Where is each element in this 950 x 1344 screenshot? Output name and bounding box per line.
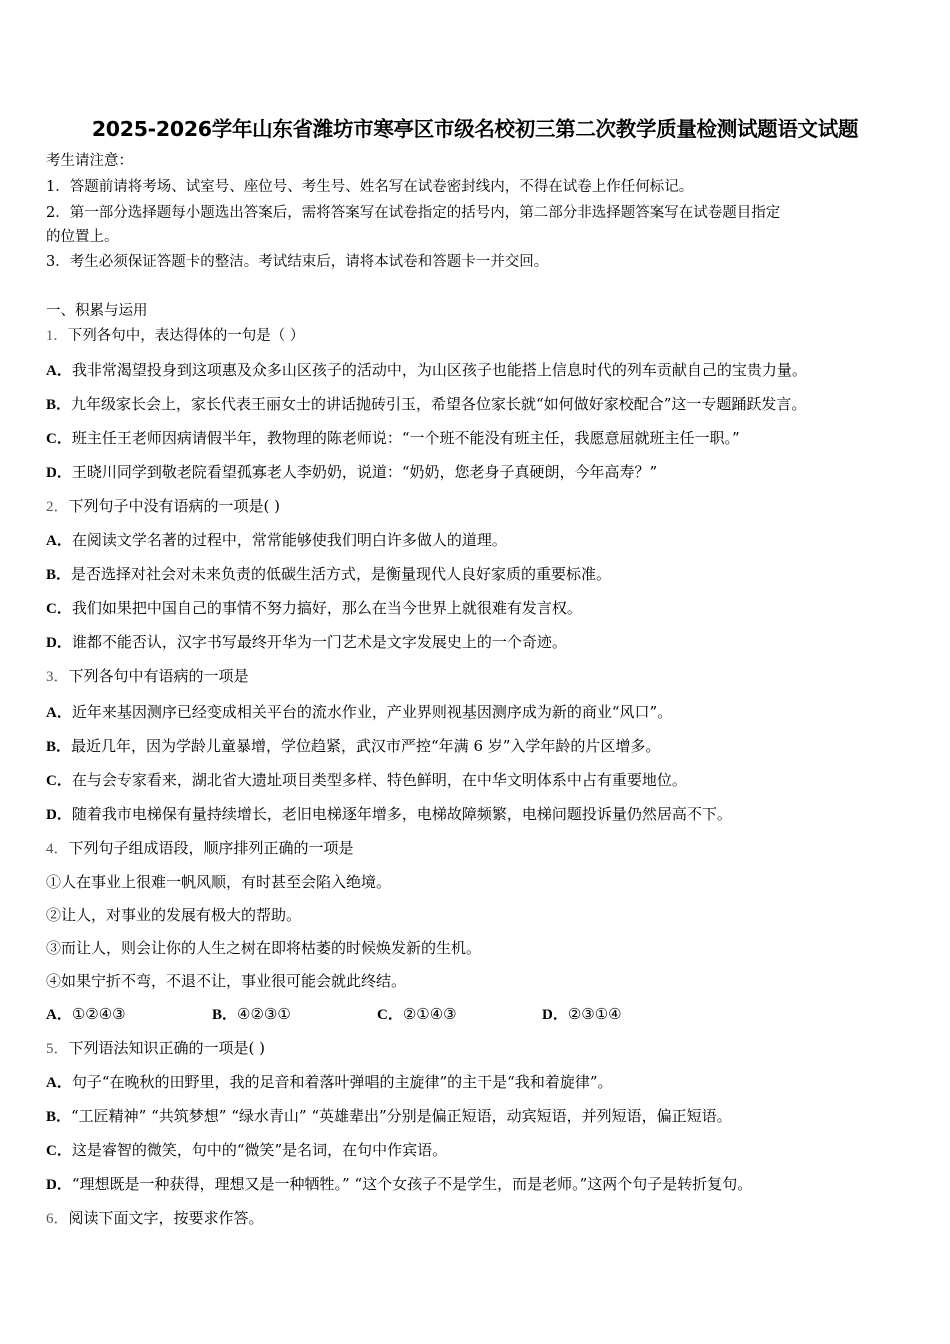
notice-item: 的位置上。: [46, 229, 119, 245]
question-number: 1．: [46, 328, 68, 344]
option-b: [46, 736, 660, 757]
option-text: 王晓川同学到敬老院看望孤寡老人李奶奶，说道：“奶奶，您老身子真硬朗，今年高寿？”: [71, 463, 658, 481]
option-d: [46, 804, 732, 825]
option-c: [46, 1140, 447, 1161]
section-heading: 一、积累与运用: [46, 303, 148, 319]
option-letter: D．: [46, 635, 72, 651]
option-letter: C．: [46, 1143, 72, 1159]
option-text: 班主任王老师因病请假半年，教物理的陈老师说：“一个班不能没有班主任，我愿意屈就班主任一职。”: [71, 429, 740, 447]
option-text: ②③①④: [567, 1005, 622, 1023]
option-c: [46, 428, 740, 449]
question-number: 6．: [46, 1211, 69, 1227]
notice-item: 1．答题前请将考场、试室号、座位号、考生号、姓名写在试卷密封线内，不得在试卷上作任何标记。: [46, 179, 694, 195]
option-text: “工匠精神” “共筑梦想” “绿水青山” “英雄辈出”分别是偏正短语，动宾短语，并列短语，偏正短语。: [71, 1107, 732, 1125]
option-text: 在阅读文学名著的过程中，常常能够使我们明白许多做人的道理。: [71, 531, 507, 549]
option-letter: D．: [542, 1007, 568, 1023]
option-letter: A．: [46, 1007, 72, 1023]
option-letter: B．: [46, 1109, 72, 1125]
option-a: [46, 360, 807, 381]
option-d: [46, 632, 567, 653]
sentence-item: ①人在事业上很难一帆风顺，有时甚至会陷入绝境。: [46, 873, 392, 891]
option-text: ①②④③: [71, 1005, 126, 1023]
option-letter: A．: [46, 705, 72, 721]
option-c: [46, 770, 687, 791]
question-text: 下列句子中没有语病的一项是( ): [68, 497, 280, 515]
option-text: 近年来基因测序已经变成相关平台的流水作业，产业界则视基因测序成为新的商业“风口”。: [71, 703, 673, 721]
option-letter: B．: [46, 397, 72, 413]
question-1-stem: [46, 326, 304, 346]
question-text: 下列句子组成语段，顺序排列正确的一项是: [68, 839, 354, 857]
option-text: 这是睿智的微笑，句中的“微笑”是名词，在句中作宾语。: [71, 1141, 448, 1159]
option-c: [46, 598, 582, 619]
option-text: ④②③①: [237, 1005, 291, 1023]
option-text: 随着我市电梯保有量持续增长，老旧电梯逐年增多，电梯故障频繁，电梯问题投诉量仍然居高不下。: [71, 805, 732, 823]
question-number: 5．: [46, 1041, 69, 1057]
option-b: [46, 1106, 732, 1127]
option-letter: C．: [46, 773, 72, 789]
option-d: [542, 1004, 622, 1025]
question-text: 阅读下面文字，按要求作答。: [68, 1209, 264, 1227]
option-b: [46, 394, 806, 415]
option-letter: D．: [46, 1177, 72, 1193]
question-number: 3．: [46, 669, 69, 685]
option-letter: B．: [46, 739, 72, 755]
option-letter: A．: [46, 1075, 72, 1091]
option-text: 九年级家长会上，家长代表王丽女士的讲话抛砖引玉，希望各位家长就“如何做好家校配合”这一专题踊跃发言。: [71, 395, 807, 413]
option-letter: C．: [46, 601, 72, 617]
page-title: 2025-2026学年山东省潍坊市寒亭区市级名校初三第二次教学质量检测试题语文试题: [91, 117, 859, 141]
question-text: 下列各句中有语病的一项是: [68, 667, 249, 685]
option-letter: C．: [46, 431, 72, 447]
question-5-stem: [46, 1038, 265, 1059]
option-a: [46, 1004, 126, 1025]
option-text: 在与会专家看来，湖北省大遗址项目类型多样、特色鲜明，在中华文明体系中占有重要地位。: [71, 771, 687, 789]
option-a: [46, 1072, 613, 1093]
option-a: [46, 702, 672, 723]
notice-item: 2．第一部分选择题每小题选出答案后，需将答案写在试卷指定的括号内，第二部分非选择题答案写在试卷题目指定: [46, 205, 781, 221]
question-6-stem: [46, 1208, 264, 1229]
option-text: 是否选择对社会对未来负责的低碳生活方式，是衡量现代人良好家质的重要标准。: [71, 565, 612, 583]
question-4-stem: [46, 838, 354, 859]
question-text: 下列各句中，表达得体的一句是（ ）: [67, 328, 305, 344]
sentence-item: ②让人，对事业的发展有极大的帮助。: [46, 906, 302, 924]
option-letter: D．: [46, 465, 72, 481]
question-number: 4．: [46, 841, 69, 857]
option-letter: A．: [46, 363, 72, 379]
option-text: “理想既是一种获得，理想又是一种牺牲。” “这个女孩子不是学生，而是老师。”这两个句子是转折复句。: [71, 1175, 753, 1193]
option-text: 我们如果把中国自己的事情不努力搞好，那么在当今世界上就很难有发言权。: [71, 599, 582, 617]
option-letter: B．: [212, 1007, 238, 1023]
option-c: [377, 1004, 457, 1025]
option-text: 最近几年，因为学龄儿童暴增，学位趋紧，武汉市严控“年满 6 岁”入学年龄的片区增多。: [71, 737, 661, 755]
option-d: [46, 462, 657, 483]
option-b: [46, 564, 611, 585]
option-text: 我非常渴望投身到这项惠及众多山区孩子的活动中，为山区孩子也能搭上信息时代的列车贡献自己的宝贵力量。: [71, 361, 807, 379]
option-text: 谁都不能否认，汉字书写最终开华为一门艺术是文字发展史上的一个奇迹。: [71, 633, 567, 651]
option-letter: D．: [46, 807, 72, 823]
option-d: [46, 1174, 752, 1195]
option-text: 句子“在晚秋的田野里，我的足音和着落叶弹唱的主旋律”的主干是“我和着旋律”。: [71, 1073, 613, 1091]
option-letter: A．: [46, 533, 72, 549]
question-number: 2．: [46, 499, 69, 515]
sentence-item: ④如果宁折不弯，不退不让，事业很可能会就此终结。: [46, 972, 407, 990]
notice-item: 3．考生必须保证答题卡的整洁。考试结束后，请将本试卷和答题卡一并交回。: [46, 254, 549, 270]
option-b: [212, 1004, 291, 1025]
option-a: [46, 530, 507, 551]
sentence-item: ③而让人，则会让你的人生之树在即将枯萎的时候焕发新的生机。: [46, 939, 482, 957]
option-text: ②①④③: [402, 1005, 457, 1023]
question-3-stem: [46, 666, 249, 687]
option-letter: B．: [46, 567, 72, 583]
option-letter: C．: [377, 1007, 403, 1023]
question-2-stem: [46, 496, 280, 517]
notice-heading: 考生请注意：: [46, 153, 133, 169]
question-text: 下列语法知识正确的一项是( ): [68, 1039, 265, 1057]
